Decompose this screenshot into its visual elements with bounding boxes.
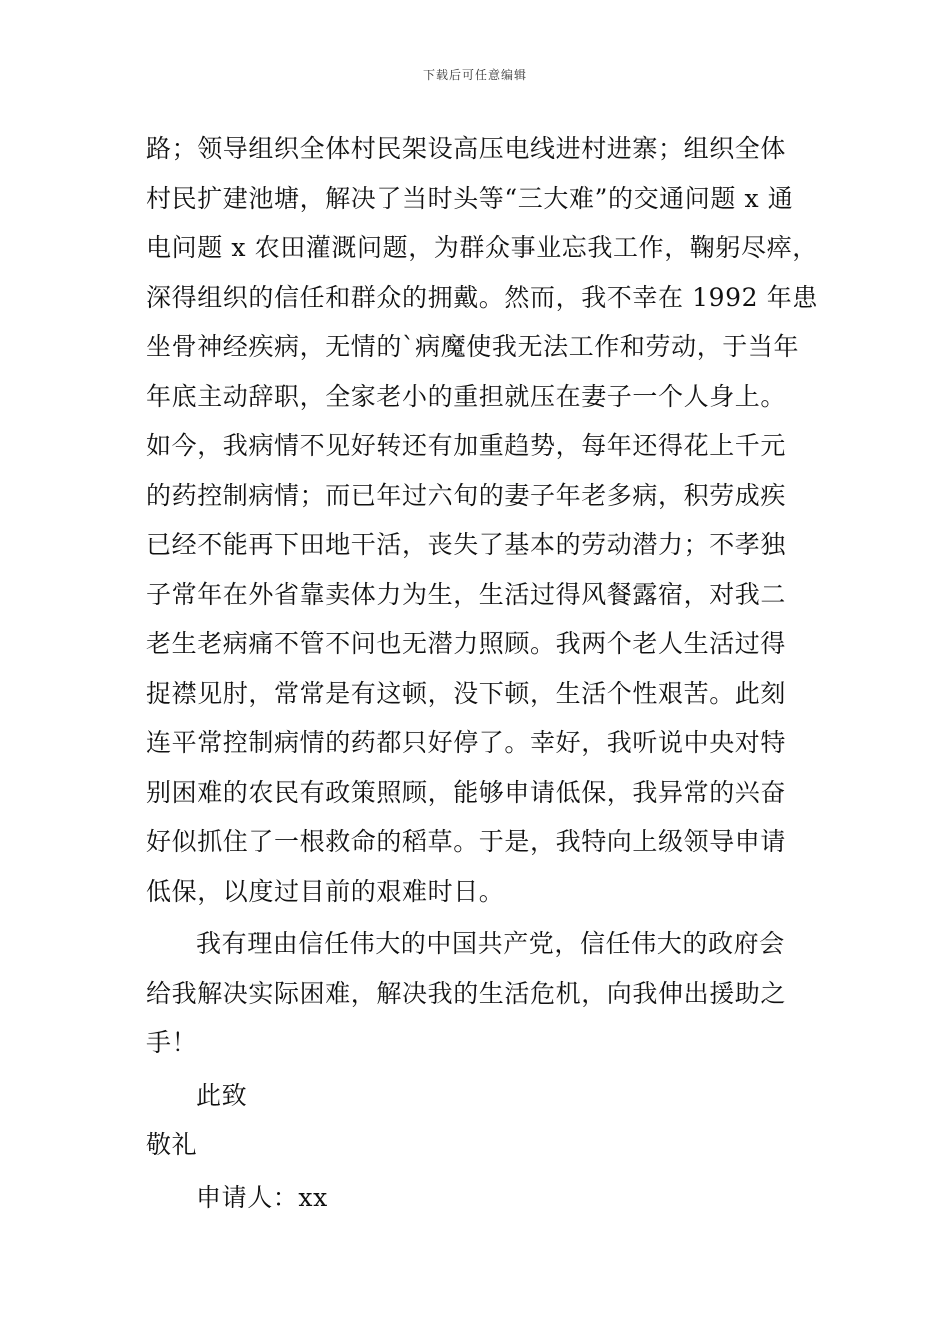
closing-paragraph-line: 给我解决实际困难，解决我的生活危机，向我伸出援助之 <box>146 978 787 1008</box>
body-line: 老生老病痛不管不问也无潜力照顾。我两个老人生活过得 <box>146 629 787 658</box>
body-line: 电问题 x 农田灌溉问题，为群众事业忘我工作，鞠躬尽瘁， <box>146 233 818 262</box>
body-line: 好似抓住了一根救命的稻草。于是，我特向上级领导申请 <box>146 827 787 856</box>
body-line: 坐骨神经疾病，无情的`病魔使我无法工作和劳动，于当年 <box>146 332 800 361</box>
salutation: 此致 <box>196 1080 248 1110</box>
body-line: 的药控制病情；而已年过六旬的妻子年老多病，积劳成疾 <box>146 480 787 510</box>
body-line: 深得组织的信任和群众的拥戴。然而，我不幸在 1992 年患 <box>146 282 818 312</box>
body-line: 村民扩建池塘，解决了当时头等“三大难”的交通问题 x 通 <box>146 183 794 213</box>
body-line: 如今，我病情不见好转还有加重趋势，每年还得花上千元 <box>146 431 787 460</box>
body-line: 连平常控制病情的药都只好停了。幸好，我听说中央对特 <box>146 728 787 757</box>
body-line: 子常年在外省靠卖体力为生，生活过得风餐露宿，对我二 <box>146 579 787 609</box>
body-line: 捉襟见肘，常常是有这顿，没下顿，生活个性艰苦。此刻 <box>146 678 787 708</box>
regards: 敬礼 <box>146 1130 198 1159</box>
body-line: 已经不能再下田地干活，丧失了基本的劳动潜力；不孝独 <box>146 530 787 559</box>
closing-paragraph-line: 手！ <box>146 1028 198 1057</box>
body-line: 年底主动辞职，全家老小的重担就压在妻子一个人身上。 <box>146 381 787 411</box>
signature: 申请人：xx <box>196 1182 328 1212</box>
letter-body <box>146 124 816 1222</box>
closing-paragraph-line: 我有理由信任伟大的中国共产党，信任伟大的政府会 <box>196 929 785 958</box>
body-line: 低保，以度过目前的艰难时日。 <box>146 876 505 906</box>
body-line: 别困难的农民有政策照顾，能够申请低保，我异常的兴奋 <box>146 777 787 807</box>
body-line: 路；领导组织全体村民架设高压电线进村进寨；组织全体 <box>146 134 787 163</box>
page-header-note: 下载后可任意编辑 <box>422 68 527 82</box>
